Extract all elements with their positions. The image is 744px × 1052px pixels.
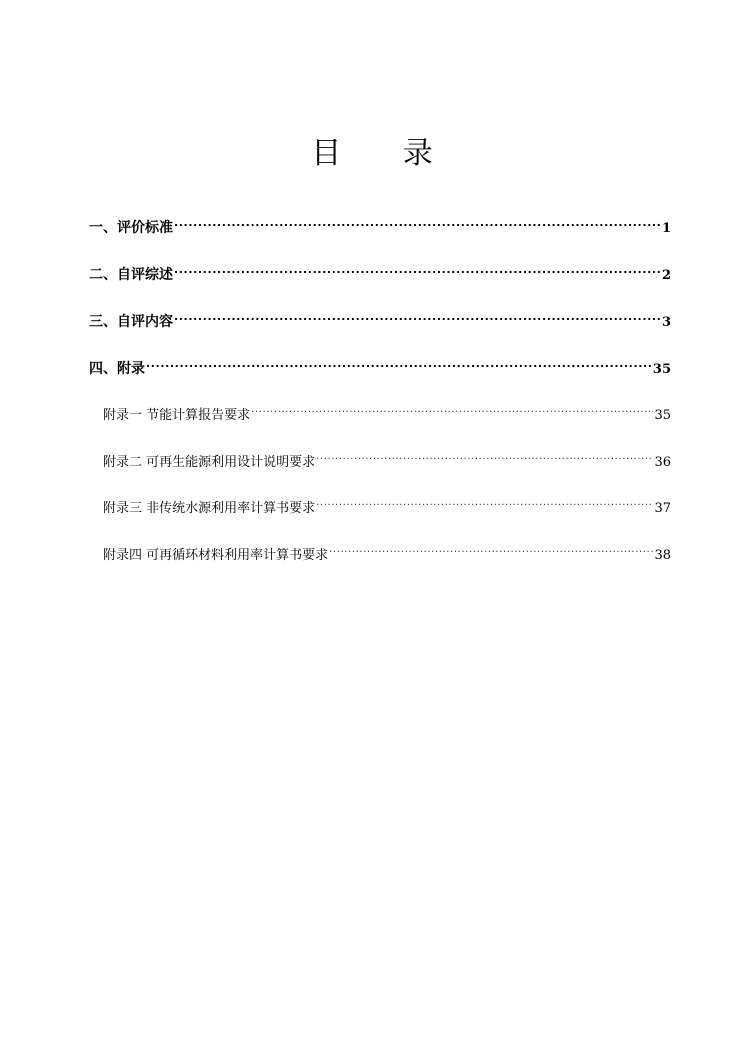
toc-page-number: 1 — [661, 221, 671, 236]
toc-dot-leader — [251, 399, 653, 419]
toc-entry-label: 附录四 可再循环材料利用率计算书要求 — [103, 548, 329, 563]
toc-page-number: 38 — [654, 548, 671, 563]
toc-entry-evaluation-standard[interactable] — [89, 212, 671, 236]
toc-dot-leader — [316, 492, 653, 512]
toc-dot-leader — [174, 212, 661, 232]
toc-entry-self-evaluation-summary[interactable] — [89, 259, 671, 283]
toc-entry-label: 附录一 节能计算报告要求 — [103, 408, 251, 423]
toc-dot-leader — [174, 306, 661, 326]
toc-entry-appendix[interactable] — [89, 353, 671, 377]
toc-page-number: 35 — [654, 408, 671, 423]
toc-dot-leader — [146, 353, 652, 373]
toc-entry-appendix-3[interactable] — [103, 492, 671, 516]
toc-dot-leader — [174, 259, 661, 279]
toc-dot-leader — [316, 446, 653, 466]
toc-entry-label: 一、评价标准 — [89, 220, 173, 236]
toc-entry-self-evaluation-content[interactable] — [89, 306, 671, 330]
toc-page-number: 2 — [661, 268, 671, 283]
toc-page-number: 37 — [654, 501, 671, 516]
toc-page-number: 3 — [661, 315, 671, 330]
toc-page-number: 36 — [654, 455, 671, 470]
toc-entry-appendix-1[interactable] — [103, 399, 671, 423]
toc-entry-label: 三、自评内容 — [89, 314, 173, 330]
toc-entry-label: 附录三 非传统水源利用率计算书要求 — [103, 501, 316, 516]
toc-entry-label: 附录二 可再生能源利用设计说明要求 — [103, 455, 316, 470]
toc-entry-appendix-2[interactable] — [103, 446, 671, 470]
toc-entry-appendix-4[interactable] — [103, 539, 671, 563]
toc-title: 目 录 — [311, 136, 459, 171]
toc-entry-label: 四、附录 — [89, 361, 145, 377]
toc-page-number: 35 — [652, 362, 671, 377]
toc-dot-leader — [329, 539, 653, 559]
toc-entry-label: 二、自评综述 — [89, 267, 173, 283]
